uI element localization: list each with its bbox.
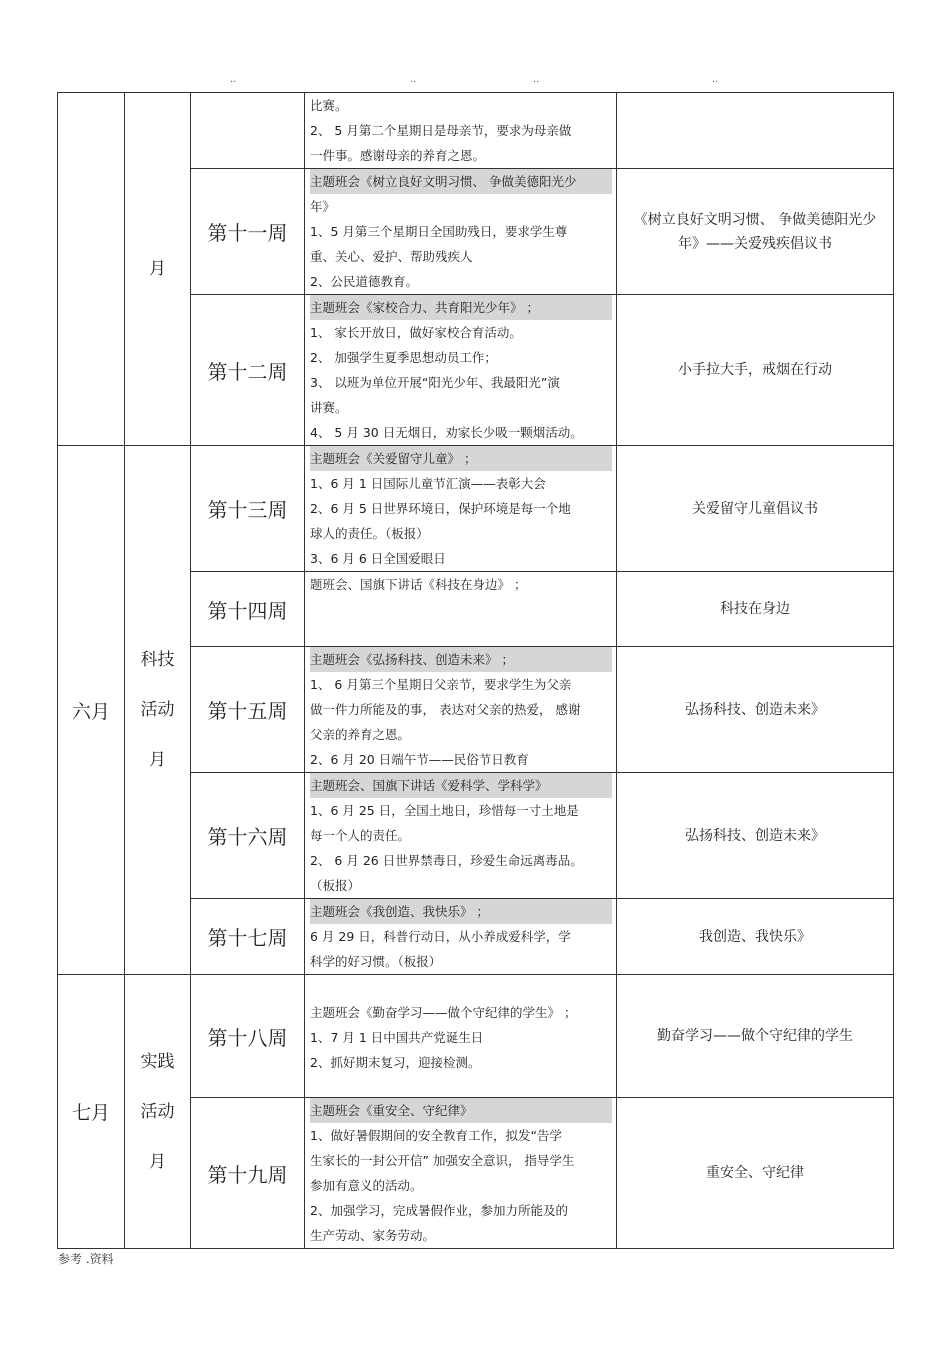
- week-cell: [191, 93, 305, 169]
- activity-line: 2、6 月 5 日世界环境日，保护环境是每一个地: [310, 501, 571, 516]
- theme-line: 月: [149, 1151, 166, 1172]
- table-row: [58, 93, 894, 169]
- theme-month-cell: [125, 446, 191, 975]
- theme-line: 月: [149, 259, 166, 279]
- activity-line: 球人的责任。（板报）: [310, 526, 429, 541]
- activity-line: 1、 家长开放日，做好家校合育活动。: [310, 325, 522, 340]
- week-cell: 第十七周: [191, 899, 305, 975]
- activity-line: 年》: [310, 199, 336, 214]
- activity-line: 2、 6 月 26 日世界禁毒日，珍爱生命远离毒品。: [310, 853, 583, 868]
- theme-line: 月: [149, 750, 166, 770]
- activity-line: 1、6 月 1 日国际儿童节汇演——表彰大会: [310, 476, 546, 491]
- activity-line: 主题班会《家校合力、共育阳光少年》 ；: [310, 295, 612, 320]
- week-cell: 第十九周: [191, 1098, 305, 1249]
- activity-line: 生家长的一封公开信” 加强安全意识， 指导学生: [310, 1153, 575, 1168]
- activity-line: 参加有意义的活动。: [310, 1178, 423, 1193]
- schedule-table: [57, 92, 894, 1249]
- theme-month-cell: [125, 93, 191, 446]
- activity-line: 2、 5 月第二个星期日是母亲节，要求为母亲做: [310, 123, 572, 138]
- activity-cell: [305, 572, 617, 647]
- week-cell: 第十六周: [191, 773, 305, 899]
- result-cell: 关爱留守儿童倡议书: [617, 446, 894, 572]
- activity-line: 2、抓好期末复习，迎接检测。: [310, 1055, 481, 1070]
- activity-line: 科学的好习惯。（板报）: [310, 954, 442, 969]
- activity-line: 做一件力所能及的事， 表达对父亲的热爱， 感谢: [310, 702, 581, 717]
- activity-line: 2、公民道德教育。: [310, 274, 418, 289]
- theme-line: 活动: [140, 700, 175, 720]
- activity-line: 生产劳动、家务劳动。: [310, 1228, 436, 1243]
- week-cell: 第十四周: [191, 572, 305, 647]
- month-cell: 六月: [58, 446, 125, 975]
- activity-line: 每一个人的责任。: [310, 828, 411, 843]
- result-cell: 勤奋学习——做个守纪律的学生: [617, 975, 894, 1098]
- result-cell: 《树立良好文明习惯、 争做美德阳光少年》——关爱残疾倡议书: [617, 169, 894, 295]
- month-cell: [58, 93, 125, 446]
- activity-line: 4、 5 月 30 日无烟日，劝家长少吸一颗烟活动。: [310, 425, 583, 440]
- activity-line: （板报）: [310, 878, 361, 893]
- activity-line: 1、5 月第三个星期日全国助残日，要求学生尊: [310, 224, 568, 239]
- week-cell: 第十二周: [191, 295, 305, 446]
- activity-line: 3、6 月 6 日全国爱眼日: [310, 551, 446, 566]
- result-cell: 小手拉大手，戒烟在行动: [617, 295, 894, 446]
- activity-line: 一件事。感谢母亲的养育之恩。: [310, 148, 486, 163]
- activity-line: 主题班会《勤奋学习——做个守纪律的学生》 ；: [310, 1005, 577, 1020]
- header-dot: ..: [230, 74, 237, 85]
- activity-cell: [305, 295, 617, 446]
- result-cell: 我创造、我快乐》: [617, 899, 894, 975]
- activity-line: 主题班会《重安全、守纪律》: [310, 1098, 612, 1123]
- activity-cell: [305, 899, 617, 975]
- activity-line: 1、6 月 25 日，全国土地日，珍惜每一寸土地是: [310, 803, 579, 818]
- header-dot: ..: [533, 74, 540, 85]
- activity-cell: [305, 647, 617, 773]
- activity-line: 主题班会《我创造、我快乐》 ；: [310, 899, 612, 924]
- activity-line: 比赛。: [310, 98, 348, 113]
- result-cell: [617, 93, 894, 169]
- activity-line: 主题班会、国旗下讲话《爱科学、学科学》: [310, 773, 612, 798]
- activity-cell: [305, 446, 617, 572]
- activity-cell: [305, 975, 617, 1098]
- table-row: [58, 446, 894, 572]
- activity-line: 主题班会《关爱留守儿童》 ；: [310, 446, 612, 471]
- week-cell: 第十八周: [191, 975, 305, 1098]
- month-cell: 七月: [58, 975, 125, 1249]
- week-cell: 第十三周: [191, 446, 305, 572]
- table-row: [58, 975, 894, 1098]
- activity-line: 1、7 月 1 日中国共产党诞生日: [310, 1030, 484, 1045]
- footer-note: 参考 .资料: [58, 1252, 114, 1266]
- result-cell: 弘扬科技、创造未来》: [617, 647, 894, 773]
- activity-line: 1、 6 月第三个星期日父亲节，要求学生为父亲: [310, 677, 572, 692]
- activity-line: 2、6 月 20 日端午节——民俗节日教育: [310, 752, 529, 767]
- activity-line: 主题班会《树立良好文明习惯、 争做美德阳光少: [310, 169, 612, 194]
- activity-line: 6 月 29 日，科普行动日，从小养成爱科学，学: [310, 929, 571, 944]
- activity-line: 3、 以班为单位开展“阳光少年、我最阳光”演: [310, 375, 560, 390]
- result-cell: 重安全、守纪律: [617, 1098, 894, 1249]
- result-cell: 弘扬科技、创造未来》: [617, 773, 894, 899]
- activity-line: 题班会、国旗下讲话《科技在身边》 ；: [310, 577, 527, 592]
- activity-cell: [305, 773, 617, 899]
- activity-cell: [305, 1098, 617, 1249]
- activity-line: 主题班会《弘扬科技、创造未来》 ；: [310, 647, 612, 672]
- week-cell: 第十一周: [191, 169, 305, 295]
- activity-line: 讲赛。: [310, 400, 348, 415]
- activity-line: [310, 975, 612, 1000]
- activity-line: 2、 加强学生夏季思想动员工作；: [310, 350, 497, 365]
- activity-line: 父亲的养育之恩。: [310, 727, 411, 742]
- activity-line: 2、加强学习，完成暑假作业，参加力所能及的: [310, 1203, 568, 1218]
- activity-line: 重、关心、爱护、帮助残疾人: [310, 249, 473, 264]
- theme-line: 活动: [140, 1101, 175, 1122]
- theme-line: 实践: [140, 1051, 175, 1072]
- theme-line: 科技: [140, 650, 175, 670]
- activity-line: 1、做好暑假期间的安全教育工作，拟发“告学: [310, 1128, 562, 1143]
- activity-cell: [305, 93, 617, 169]
- header-dot: ..: [410, 74, 417, 85]
- theme-month-cell: [125, 975, 191, 1249]
- header-dot: ..: [712, 74, 719, 85]
- week-cell: 第十五周: [191, 647, 305, 773]
- result-cell: 科技在身边: [617, 572, 894, 647]
- activity-cell: [305, 169, 617, 295]
